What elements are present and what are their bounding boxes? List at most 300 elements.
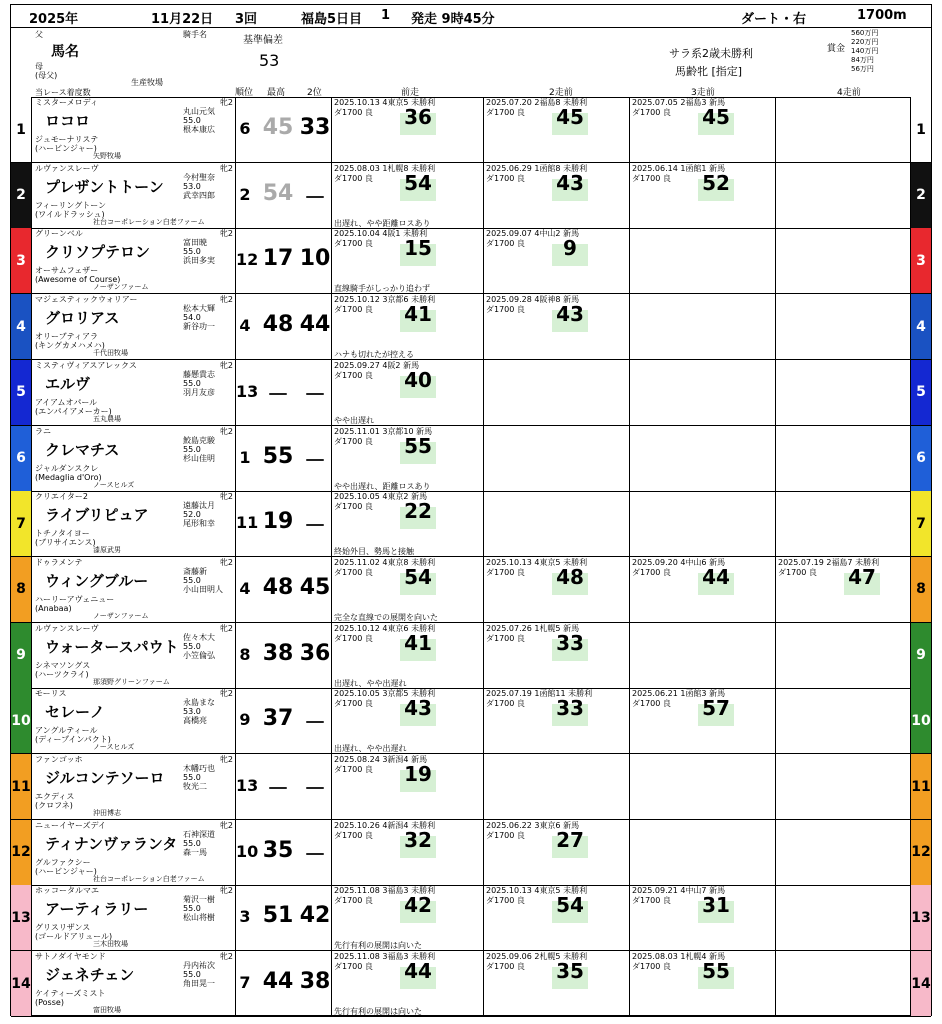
second-score: 38 [299,969,331,995]
race-score: 54 [400,573,436,595]
sire-name: モーリス [35,689,67,699]
dam-name: グルファクシー [35,857,91,867]
kai: 3回 [235,12,258,27]
horse-row [11,820,931,886]
horse-info [33,885,233,950]
sire-name: ドゥラメンテ [35,557,83,567]
race-note: 終始外目、勢馬と接触 [334,547,414,557]
horse-number-right: 4 [910,294,931,359]
horse-number-right: 10 [910,688,931,753]
broodmare-sire: (キングカメハメハ) [35,341,105,351]
past-race [775,885,912,950]
race-note: 完全な直線での展開を向いた [334,612,438,622]
horse-number: 11 [11,754,32,819]
jockey-block [183,952,233,988]
meet: 福島5日目 [301,12,363,27]
col-order: 順位 [235,88,254,98]
dam-name: ジャルダンスクレ [35,463,99,473]
sex-age: 牝2 [219,492,233,502]
finish-order: 4 [239,578,251,598]
trainer-name: 小山田明人 [183,584,223,594]
jockey-block [183,427,233,463]
past-race [775,228,912,293]
past-race [629,754,776,819]
second-score: 45 [299,574,331,600]
race-detail: ダ1700 良 [334,502,373,512]
best-score: 17 [262,246,294,272]
sire-name: ラニ [35,426,51,436]
race-score: 41 [400,310,436,332]
second-score: 44 [299,312,331,338]
race-score: 43 [552,310,588,332]
race-info: 2025.10.12 3京都6 未勝利 [334,295,436,305]
horse-row [11,97,931,163]
horse-name: セレーノ [45,703,105,722]
race-note: ハナも切れたが控える [334,350,414,360]
horse-info [33,491,233,556]
race-info: 2025.10.12 4東京6 未勝利 [334,623,436,633]
column-header [11,27,931,98]
race-info: 2025.09.28 4阪神8 新馬 [486,295,580,305]
past-race [331,491,484,556]
horse-row [11,426,931,492]
horse-info [33,163,233,228]
trainer-name: 松山将樹 [183,913,215,923]
sex-age: 牝2 [219,952,233,962]
horse-name: ティナンヴァランタ [45,834,178,853]
jockey-name: 遠藤汰月 [183,501,215,511]
past-race [629,623,776,688]
col-prev1: 前走 [401,88,420,98]
past-race [331,754,484,819]
race-info: 2025.07.26 1札幌5 新馬 [486,623,580,633]
past-race [483,951,630,1016]
past-race [775,754,912,819]
breeder-farm: ノーザンファーム [93,611,149,620]
jockey-block [183,886,233,922]
past-race [629,951,776,1016]
breeder-farm: 矢野牧場 [93,152,121,160]
horse-name: ジェネチェン [45,966,135,985]
race-score: 27 [552,836,588,858]
post-time: 発走 9時45分 [411,12,495,27]
race-score: 43 [552,179,588,201]
race-detail: ダ1700 良 [334,962,373,972]
best-score: 48 [262,312,294,338]
race-info: 2025.08.24 3新潟4 新馬 [334,755,428,764]
race-detail: ダ1700 良 [632,173,671,183]
race-score: 55 [400,442,436,464]
score-block [235,97,332,162]
carried-weight: 55.0 [183,444,201,454]
dam-name: トチノタイヨー [35,529,90,539]
dam-name: ハーリーアヴェニュー [35,594,115,604]
year: 2025年 [29,12,79,27]
sex-age: 牝2 [219,98,233,107]
horse-info [33,97,233,162]
sex-age: 牝2 [219,623,233,633]
kijun-label: 基準偏差 [243,35,283,46]
best-score: － [266,777,289,802]
race-class: サラ系2歳未勝利 [669,47,753,60]
race-number: 1 [381,8,391,23]
horse-number-right: 7 [910,491,931,556]
past-race [629,228,776,293]
label-name: 馬名 [51,44,79,60]
score-block [235,163,332,228]
label-dam: 母 [35,62,43,71]
past-race [629,491,776,556]
horse-row [11,491,931,557]
horse-number-right: 3 [910,228,931,293]
horse-name: クレマチス [45,440,120,459]
past-race [331,360,484,425]
race-info: 2025.06.29 1函館8 未勝利 [486,163,588,173]
jockey-block [183,492,233,528]
race-info: 2025.09.20 4中山6 新馬 [632,557,726,567]
race-score: 54 [400,179,436,201]
jockey-name: 松本大輝 [183,304,215,314]
race-note: 直線騎手がしっかり追わず [334,284,430,294]
finish-order: 11 [236,513,259,533]
past-race [331,97,484,162]
dam-name: アイアムオパール [35,397,98,407]
race-detail: ダ1700 良 [334,633,373,643]
trainer-name: 羽月友彦 [183,387,215,397]
broodmare-sire: (ワイルドラッシュ) [35,209,105,219]
carried-weight: 55.0 [183,773,201,782]
trainer-name: 角田晃一 [183,979,215,989]
horse-name: プレザントトーン [45,177,164,196]
score-block [235,228,332,293]
horse-name: ロコロ [45,112,91,130]
race-score: 57 [698,704,734,726]
race-score: 43 [400,704,436,726]
sex-age: 牝2 [219,689,233,699]
past-race [775,294,912,359]
past-race [483,885,630,950]
jockey-name: 鮫島克駿 [183,435,215,445]
race-info: 2025.10.04 4阪1 未勝利 [334,229,428,239]
race-detail: ダ1700 良 [334,370,373,380]
horse-number-right: 13 [910,885,931,950]
past-race [629,885,776,950]
horse-row [11,557,931,623]
jockey-block [183,821,233,857]
horse-name: ウィングブルー [45,571,149,590]
jockey-block [183,164,233,200]
score-block [235,623,332,688]
past-race [331,294,484,359]
dam-name: アングルティール [35,726,98,736]
carried-weight: 55.0 [183,838,201,848]
trainer-name: 小笠倫弘 [183,650,215,660]
sire-name: ミスターメロディ [35,98,98,107]
horse-row [11,360,931,426]
past-race [775,688,912,753]
past-race [775,163,912,228]
second-score: 10 [299,246,331,272]
jockey-name: 丸山元気 [183,107,215,116]
race-info: 2025.06.22 3東京6 新馬 [486,820,580,830]
prize-label: 賞金 [827,44,846,54]
prize-1: 560万円 [851,29,879,37]
jockey-name: 菊沢一樹 [183,895,215,905]
col-best: 最高 [267,88,286,98]
past-race [775,951,912,1016]
broodmare-sire: (ハービンジャー) [35,144,97,153]
broodmare-sire: (ハービンジャー) [35,866,97,876]
sire-name: マジェスティックウォリアー [35,295,138,305]
dam-name: フィーリングトーン [35,200,107,210]
sex-age: 牝2 [219,360,233,370]
horse-number: 10 [11,688,32,753]
race-info: 2025.09.06 2札幌5 未勝利 [486,952,588,962]
race-score: 45 [552,113,588,135]
race-info: 2025.07.19 2福島7 未勝利 [778,557,880,567]
past-race [483,820,630,885]
race-detail: ダ1700 良 [632,962,671,972]
race-score: 52 [698,179,734,201]
race-info: 2025.06.14 1函館1 新馬 [632,163,726,173]
jockey-block [183,755,233,791]
horse-number: 1 [11,97,32,162]
past-race [629,426,776,491]
race-score: 45 [698,113,734,135]
jockey-block [183,624,233,660]
broodmare-sire: (ディープインパクト) [35,735,111,745]
race-detail: ダ1700 良 [778,567,817,577]
kijun-value: 53 [259,51,280,70]
race-score: 47 [844,573,880,595]
broodmare-sire: (クロフネ) [35,801,73,810]
race-detail: ダ1700 良 [334,699,373,709]
sire-name: クリエイター2 [35,492,88,502]
best-score: 35 [262,837,294,863]
broodmare-sire: (Awesome of Course) [35,275,121,285]
sire-name: ファンゴッホ [35,755,83,764]
race-note: やや出遅れ、距離ロスあり [334,481,431,491]
sire-name: ミスティヴィアスアレックス [35,360,137,370]
race-note: 出遅れ、やや出遅れ [334,678,407,688]
race-note: やや出遅れ [334,415,374,425]
sex-age: 牝2 [219,886,233,896]
past-race [483,228,630,293]
prize-2: 220万円 [851,38,879,46]
horse-number-right: 2 [910,163,931,228]
jockey-name: 丹内祐次 [183,961,215,971]
sire-name: ニューイヤーズデイ [35,820,106,830]
horse-info [33,557,233,622]
second-score: － [303,448,326,474]
best-score: 19 [262,509,294,535]
breeder-farm: 漆原武男 [93,546,121,555]
race-info: 2025.07.19 1函館11 未勝利 [486,689,593,699]
horse-number: 12 [11,820,32,885]
horse-row [11,163,931,229]
past-race [331,228,484,293]
race-note: 先行有利の展開は向いた [334,941,422,951]
race-score: 40 [400,376,436,398]
finish-order: 1 [239,447,251,467]
trainer-name: 浜田多実 [183,256,215,266]
race-info: 2025.08.03 1札幌4 新馬 [632,952,726,962]
jockey-block [183,361,233,397]
jockey-name: 藤懸貴志 [183,369,215,379]
horse-info [33,294,233,359]
dam-name: グリスリザンス [35,923,91,933]
finish-order: 12 [236,250,259,270]
course: ダート・右 [741,12,807,27]
jockey-name: 富田暁 [183,238,207,248]
horse-number: 13 [11,885,32,950]
horse-number: 9 [11,623,32,688]
broodmare-sire: (ゴールドアリュール) [35,932,113,942]
past-race [483,426,630,491]
jockey-block [183,295,233,331]
past-race [629,557,776,622]
past-race [331,163,484,228]
jockey-name: 今村聖奈 [183,172,215,182]
finish-order: 8 [239,644,251,664]
horse-name: ジルコンテソーロ [45,769,165,787]
second-score: － [303,514,326,540]
horse-info [33,360,233,425]
breeder-farm: 五丸農場 [93,414,121,423]
second-score: － [303,382,326,408]
race-detail: ダ1700 良 [486,239,525,249]
race-score: 54 [552,901,588,923]
race-detail: ダ1700 良 [632,896,671,906]
breeder-farm: 社台コーポレーション白老ファーム [93,874,205,883]
label-sire: 父 [35,30,43,39]
dam-name: オリーブティアラ [35,332,98,342]
race-score: 31 [698,901,734,923]
carried-weight: 55.0 [183,575,201,585]
distance: 1700m [857,8,907,23]
race-score: 48 [552,573,588,595]
carried-weight: 53.0 [183,707,201,717]
sire-name: サトノダイヤモンド [35,952,106,962]
broodmare-sire: (Anabaa) [35,603,72,613]
horse-info [33,820,233,885]
col-second: 2位 [307,88,322,98]
second-score: 33 [299,115,331,140]
best-score: 37 [262,706,294,732]
past-race [483,360,630,425]
prize-5: 56万円 [851,65,874,73]
race-score: 32 [400,836,436,858]
horse-name: エルヴ [45,374,91,393]
trainer-name: 牧光二 [183,782,207,791]
score-block [235,294,332,359]
past-race [775,426,912,491]
best-score: 45 [262,115,294,140]
score-block [235,951,332,1016]
race-detail: ダ1700 良 [486,567,525,577]
horse-info [33,426,233,491]
sex-age: 牝2 [219,426,233,436]
past-race [331,820,484,885]
second-score: － [303,711,326,737]
col-prev3: 3走前 [691,88,715,98]
past-race [331,951,484,1016]
race-score: 15 [400,244,436,266]
past-race [775,820,912,885]
second-score: － [303,842,326,868]
carried-weight: 54.0 [183,313,201,323]
horse-number-right: 8 [910,557,931,622]
finish-order: 7 [239,973,251,993]
race-header-bar [11,5,931,28]
sex-age: 牝2 [219,820,233,830]
race-info: 2025.10.05 3京都5 未勝利 [334,689,436,699]
race-score: 35 [552,967,588,989]
carried-weight: 55.0 [183,247,201,257]
race-info: 2025.07.20 2福島8 未勝利 [486,98,588,107]
race-info: 2025.11.08 3福島3 未勝利 [334,952,436,962]
date: 11月22日 [151,12,214,27]
past-race [629,820,776,885]
best-score: 54 [262,180,294,206]
past-race [775,623,912,688]
best-score: 48 [262,574,294,600]
score-block [235,885,332,950]
horse-number: 3 [11,228,32,293]
trainer-name: 尾形和幸 [183,519,215,529]
second-score: － [303,185,326,211]
past-race [331,426,484,491]
race-score: 22 [400,507,436,529]
col-prev2: 2走前 [549,88,573,98]
past-race [629,163,776,228]
race-info: 2025.08.03 1札幌8 未勝利 [334,163,436,173]
trainer-name: 新谷功一 [183,322,215,332]
race-detail: ダ1700 良 [334,765,373,774]
best-score: 51 [262,903,294,929]
race-detail: ダ1700 良 [334,567,373,577]
race-note: 出遅れ、やや出遅れ [334,744,407,754]
second-score: 42 [299,903,331,929]
past-race [483,623,630,688]
jockey-block [183,558,233,594]
carried-weight: 55.0 [183,378,201,388]
horse-number-right: 6 [910,426,931,491]
horse-number: 4 [11,294,32,359]
race-note: 出遅れ、やや距離ロスあり [334,218,431,228]
finish-order: 4 [239,316,251,336]
jockey-name: 木幡巧也 [183,764,215,773]
race-info: 2025.07.05 2福島3 新馬 [632,98,726,107]
past-race [775,491,912,556]
past-race [483,491,630,556]
score-block [235,557,332,622]
score-block [235,688,332,753]
past-race [629,360,776,425]
trainer-name: 森一馬 [183,847,207,857]
sex-age: 牝2 [219,163,233,173]
carried-weight: 55.0 [183,970,201,980]
label-bms: (母父) [35,71,58,80]
finish-order: 13 [236,381,259,401]
breeder-farm: 社台コーポレーション白老ファーム [93,217,205,226]
past-race [775,97,912,162]
race-detail: ダ1700 良 [486,173,525,183]
prize-4: 84万円 [851,56,874,64]
race-score: 41 [400,639,436,661]
score-block [235,491,332,556]
best-score: 44 [262,969,294,995]
